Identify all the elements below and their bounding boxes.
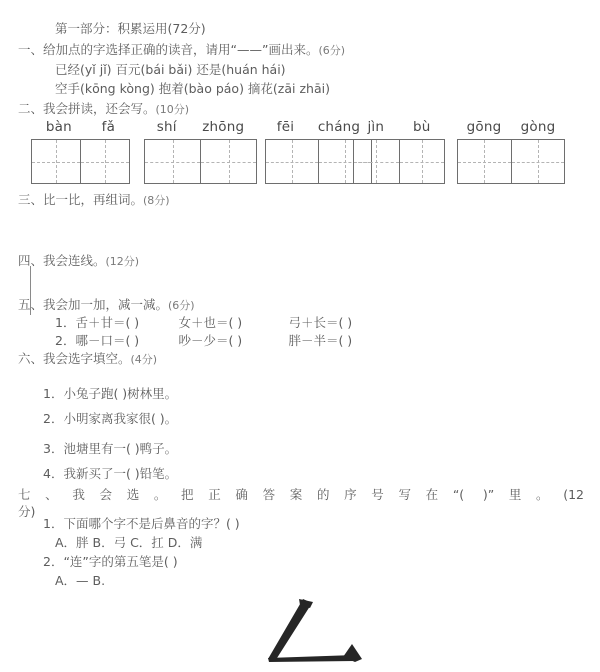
section-6-item-2[interactable]: 2．小明家离我家很( )。 <box>43 411 178 426</box>
equation-b[interactable]: 吵－少＝( ) <box>178 333 243 348</box>
section-5-heading <box>18 297 195 313</box>
section-5-heading-text: 五、我会加一加，减一减。 <box>18 297 169 312</box>
pinyin-syllable: cháng <box>317 119 361 135</box>
equation-c[interactable]: 弓＋长＝( ) <box>288 315 353 330</box>
section-6-item-4[interactable]: 4．我新买了一( )铅笔。 <box>43 466 178 481</box>
section-6-score: (4分) <box>130 353 158 366</box>
pinyin-label-row-5 <box>457 118 565 137</box>
section-2-heading <box>18 101 189 117</box>
writing-grid-cell[interactable] <box>80 140 129 183</box>
section-7-heading-line-2: 分) <box>18 504 36 519</box>
pinyin-syllable: jìn <box>367 119 385 135</box>
section-3-score: (8分) <box>143 194 170 207</box>
section-6-item-3[interactable]: 3．池塘里有一( )鸭子。 <box>43 441 178 456</box>
writing-grid-cell[interactable] <box>32 140 80 183</box>
writing-grid-cell[interactable] <box>145 140 200 183</box>
writing-grid-cell[interactable] <box>266 140 318 183</box>
section-1-heading <box>18 42 345 58</box>
equation-a[interactable]: 舌＋甘＝( ) <box>75 315 140 330</box>
section-3-heading-text: 三、比一比，再组词。 <box>18 192 144 207</box>
writing-grid-4[interactable] <box>353 139 445 184</box>
section-6-item-1[interactable]: 1．小兔子跑( )树林里。 <box>43 386 178 401</box>
section-4-score: (12分) <box>105 255 140 268</box>
pinyin-syllable: bù <box>413 119 431 135</box>
writing-grid-1[interactable] <box>31 139 130 184</box>
pinyin-word-group-1 <box>31 118 130 184</box>
pinyin-word-group-4 <box>353 118 445 184</box>
section-7-question-1[interactable]: 1．下面哪个字不是后鼻音的字？( ) <box>43 516 240 531</box>
writing-grid-cell[interactable] <box>511 140 565 183</box>
pinyin-word-group-2 <box>144 118 257 184</box>
pinyin-label-row-2 <box>144 118 257 137</box>
equation-b[interactable]: 女＋也＝( ) <box>178 315 243 330</box>
section-3-heading <box>18 192 170 208</box>
section-1-score: (6分) <box>318 44 346 57</box>
pinyin-syllable: shí <box>156 119 177 135</box>
section-7-question-2[interactable]: 2．“连”字的第五笔是( ) <box>43 554 178 569</box>
pinyin-syllable: fǎ <box>101 119 116 135</box>
section-7-heading <box>18 486 584 520</box>
item-number: 1． <box>55 315 76 330</box>
writing-grid-cell[interactable] <box>399 140 445 183</box>
section-7-question-1-options[interactable]: A．胖 B．弓 C．扛 D．满 <box>55 535 203 550</box>
brush-stroke-shuzhe-icon <box>255 596 385 672</box>
section-6-heading-text: 六、我会选字填空。 <box>18 351 131 366</box>
section-1-line-1: 已经(yǐ jǐ) 百元(bái bǎi) 还是(huán hái) <box>55 62 286 77</box>
section-7-heading-line-1: 七、我会选。把正确答案的序号写在“( )”里。(12 <box>18 487 584 502</box>
item-number: 2． <box>55 333 76 348</box>
equation-a[interactable]: 哪－口＝( ) <box>75 333 140 348</box>
equation-c[interactable]: 胖－半＝( ) <box>288 333 353 348</box>
writing-grid-2[interactable] <box>144 139 257 184</box>
writing-grid-cell[interactable] <box>354 140 399 183</box>
pinyin-syllable: bàn <box>45 119 72 135</box>
section-6-heading <box>18 351 157 367</box>
part-title: 第一部分：积累运用(72分) <box>55 21 206 36</box>
section-4-heading <box>18 253 139 269</box>
section-2-heading-text: 二、我会拼读，还会写。 <box>18 101 156 116</box>
section-2-score: (10分) <box>155 103 190 116</box>
section-5-score: (6分) <box>168 299 195 312</box>
pinyin-label-row-4 <box>353 118 445 137</box>
section-1-heading-text: 一、给加点的字选择正确的读音，请用“——”画出来。 <box>18 42 319 57</box>
pinyin-syllable: gòng <box>520 119 556 135</box>
section-7-question-2-options[interactable]: A．— B. <box>55 573 106 588</box>
pinyin-word-group-5 <box>457 118 565 184</box>
section-4-heading-text: 四、我会连线。 <box>18 253 106 268</box>
pinyin-syllable: zhōng <box>202 119 245 135</box>
pinyin-syllable: fēi <box>276 119 295 135</box>
pinyin-syllable: gōng <box>466 119 502 135</box>
writing-grid-cell[interactable] <box>458 140 511 183</box>
section-1-line-2: 空手(kōng kòng) 抱着(bào páo) 摘花(zāi zhāi) <box>55 81 330 96</box>
section-5-item-2 <box>55 333 352 348</box>
pinyin-label-row-1 <box>31 118 130 137</box>
section-5-item-1 <box>55 315 352 330</box>
writing-grid-5[interactable] <box>457 139 565 184</box>
writing-grid-cell[interactable] <box>200 140 256 183</box>
